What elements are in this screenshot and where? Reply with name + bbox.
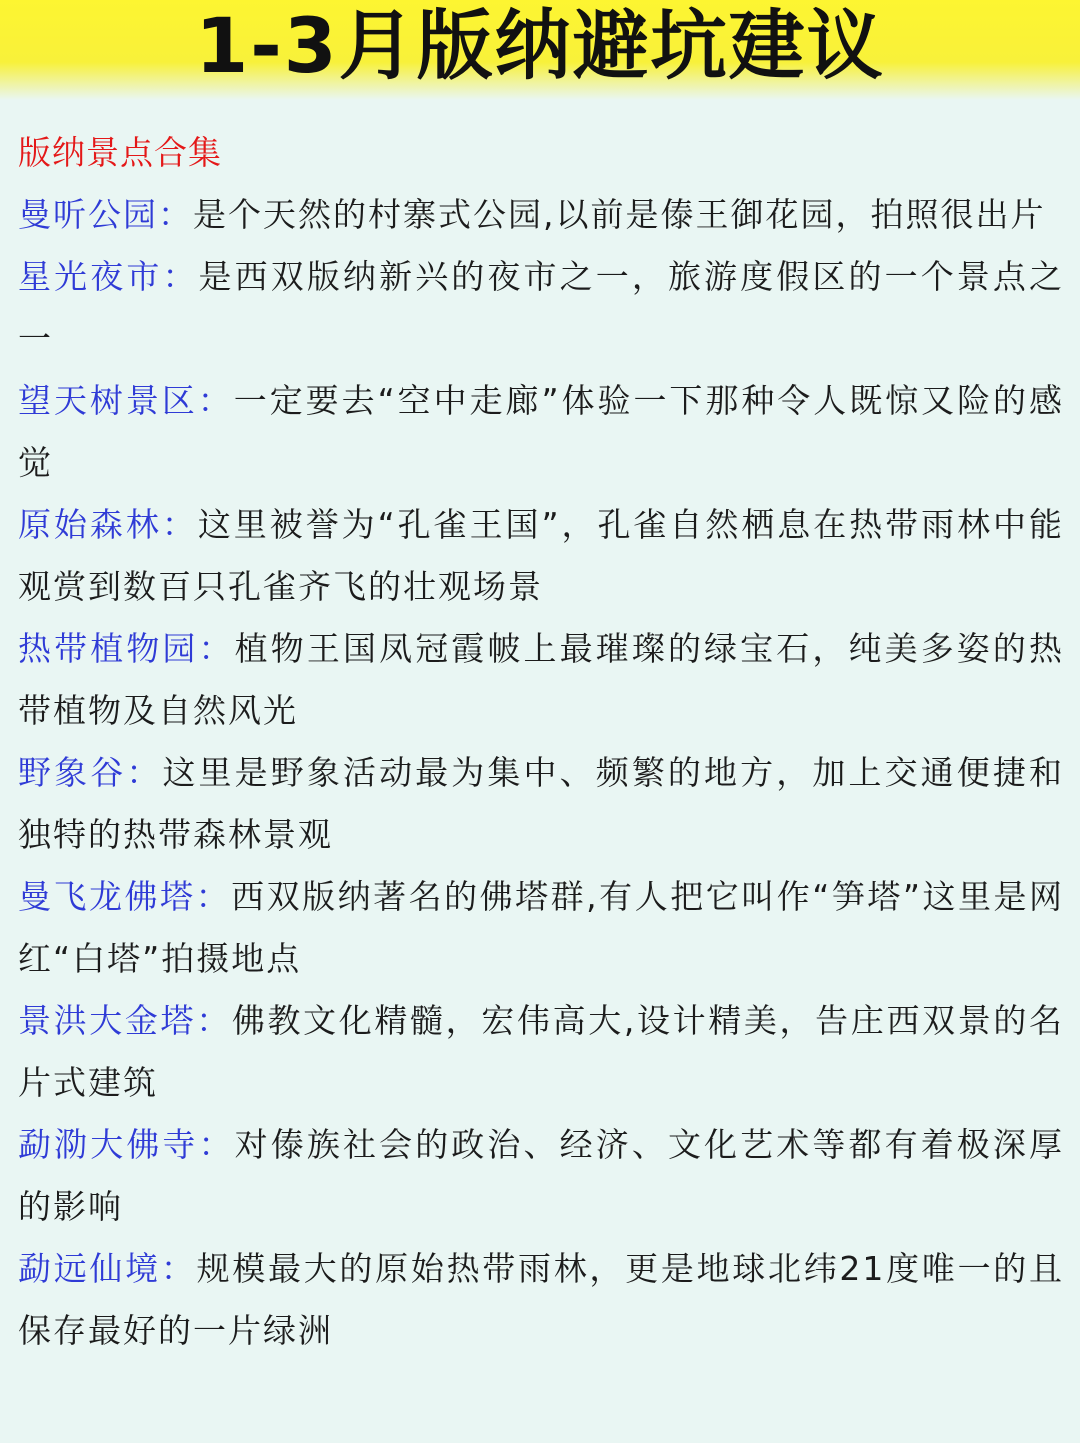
attraction-separator: ： (197, 381, 234, 420)
attraction-description: 对傣族社会的政治、经济、文化艺术等都有着极深厚的影响 (18, 1125, 1065, 1226)
attraction-description: 这里是野象活动最为集中、频繁的地方，加上交通便捷和独特的热带森林景观 (18, 753, 1065, 854)
attraction-entry-primeval-forest (18, 494, 1064, 618)
attraction-name: 勐泐大佛寺 (18, 1125, 199, 1164)
attraction-name: 勐远仙境 (18, 1249, 161, 1288)
attraction-entry-jinghong-golden-pagoda (18, 990, 1064, 1114)
attraction-description: 是个天然的村寨式公园,以前是傣王御花园，拍照很出片 (193, 195, 1046, 234)
attraction-separator: ： (195, 877, 232, 916)
attraction-description: 这里被誉为“孔雀王国”，孔雀自然栖息在热带雨林中能观赏到数百只孔雀齐飞的壮观场景 (18, 505, 1065, 606)
attraction-name: 星光夜市 (18, 257, 163, 296)
attraction-separator: ： (126, 753, 163, 792)
attraction-description: 植物王国凤冠霞帔上最璀璨的绿宝石，纯美多姿的热带植物及自然风光 (18, 629, 1065, 730)
attraction-name: 原始森林 (18, 505, 162, 544)
attraction-name: 曼飞龙佛塔 (18, 877, 196, 916)
attraction-separator: ： (158, 195, 193, 234)
attraction-separator: ： (162, 257, 199, 296)
attraction-entry-mengle-temple (18, 1114, 1064, 1238)
attraction-entry-wangtianshu (18, 370, 1064, 494)
attraction-description: 规模最大的原始热带雨林，更是地球北纬21度唯一的且保存最好的一片绿洲 (18, 1249, 1064, 1350)
attraction-name: 景洪大金塔 (18, 1001, 197, 1040)
attraction-separator: ： (161, 505, 198, 544)
attraction-separator: ： (198, 1125, 235, 1164)
attraction-separator: ： (160, 1249, 197, 1288)
attraction-name: 望天树景区 (18, 381, 198, 420)
attraction-separator: ： (198, 629, 235, 668)
attraction-name: 热带植物园 (18, 629, 199, 668)
attraction-separator: ： (196, 1001, 232, 1040)
attraction-description: 佛教文化精髓，宏伟高大,设计精美，告庄西双景的名片式建筑 (18, 1001, 1065, 1102)
attraction-name: 野象谷 (18, 753, 127, 792)
attraction-entry-manfeilong-pagoda (18, 866, 1064, 990)
section-heading: 版纳景点合集 (18, 133, 222, 172)
attraction-entry-manting-park (18, 184, 1064, 246)
attraction-description: 是西双版纳新兴的夜市之一，旅游度假区的一个景点之一 (18, 257, 1065, 358)
attraction-entry-botanical-garden (18, 618, 1064, 742)
attraction-entry-mengyuan-wonderland (18, 1238, 1064, 1362)
attraction-entry-night-market (18, 246, 1064, 370)
attraction-description: 西双版纳著名的佛塔群,有人把它叫作“笋塔”这里是网红“白塔”拍摄地点 (18, 877, 1065, 978)
title-banner (0, 0, 1080, 100)
attraction-description: 一定要去“空中走廊”体验一下那种令人既惊又险的感觉 (18, 381, 1065, 482)
attraction-entry-wild-elephant-valley (18, 742, 1064, 866)
page-title: 1-3月版纳避坑建议 (195, 1, 885, 90)
attractions-list (18, 122, 1064, 1362)
attraction-name: 曼听公园 (18, 195, 158, 234)
